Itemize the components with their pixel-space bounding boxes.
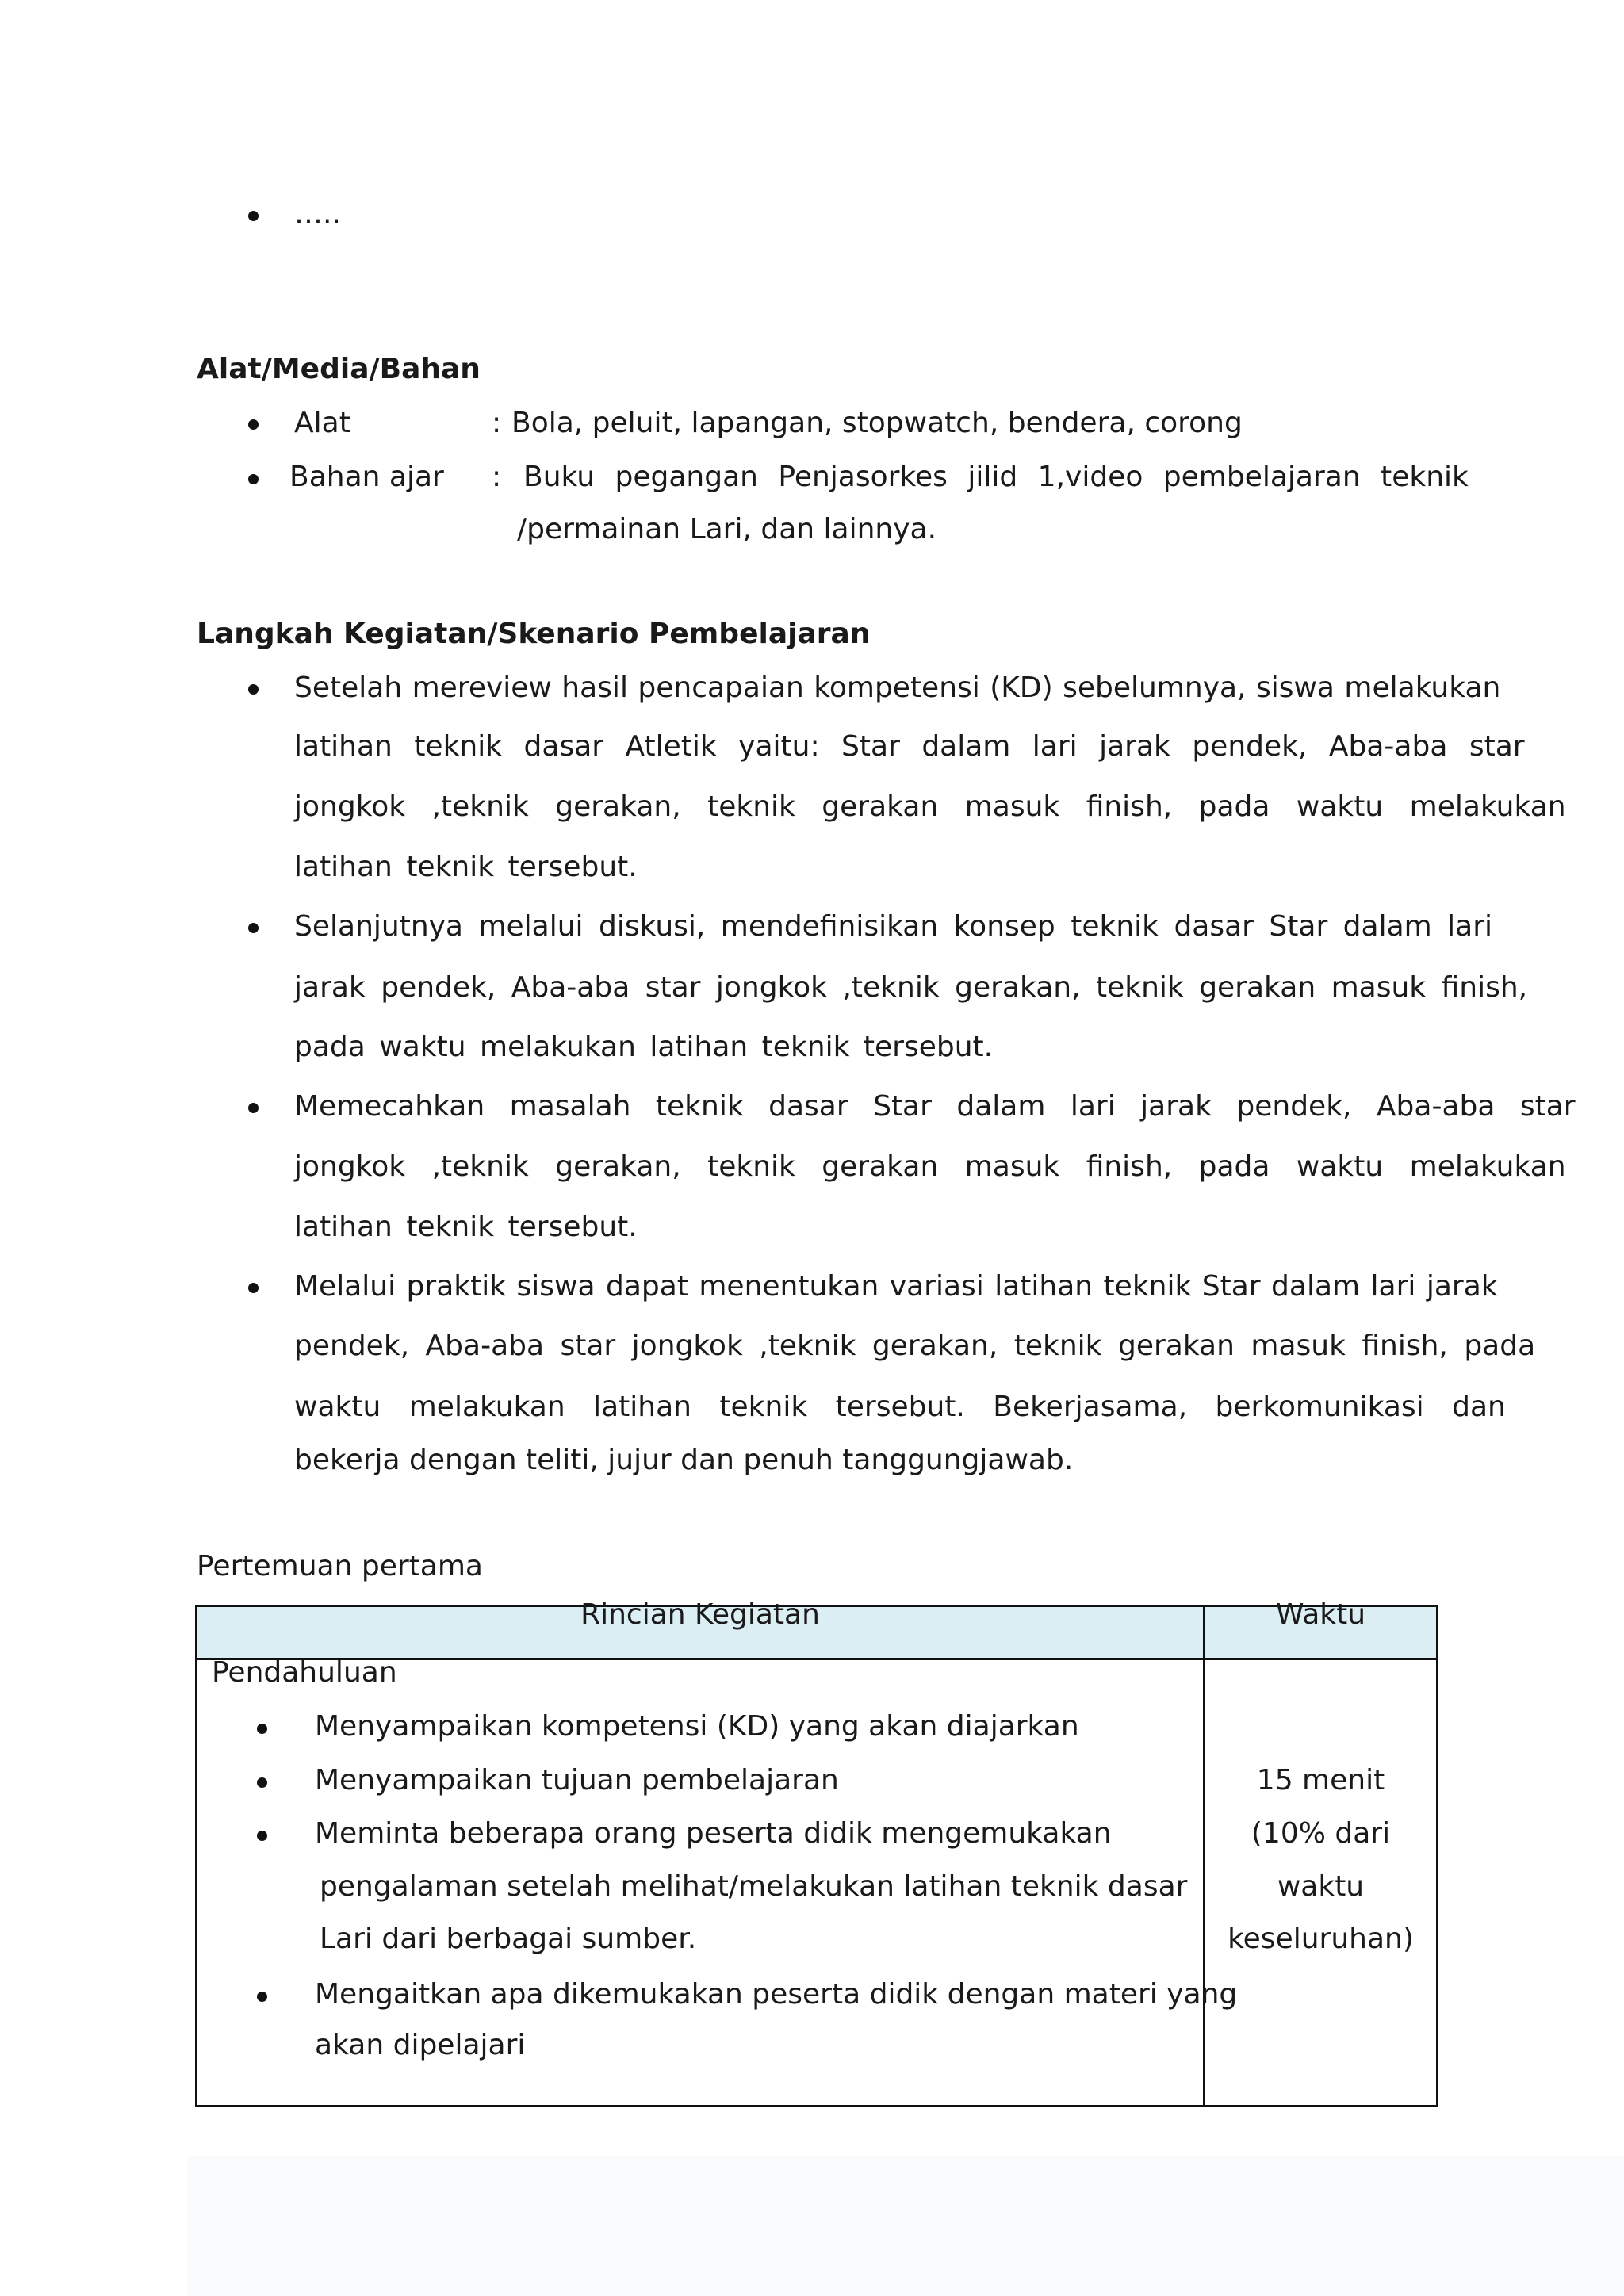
header-rincian-kegiatan-label: Rincian Kegiatan [580,1598,820,1631]
langkah-item-4-line-4: bekerja dengan teliti, jujur dan penuh tanggungjawab. [294,1444,1074,1476]
langkah-item-2-line-2: jarak pendek, Aba-aba star jongkok ,teknik gerakan, teknik gerakan masuk finish, [294,971,1528,1004]
langkah-item-3-line-1: Memecahkan masalah teknik dasar Star dalam lari jarak pendek, Aba-aba star [294,1090,1576,1123]
bullet-icon [257,1724,267,1734]
bullet-icon [248,684,259,695]
bahan-ajar-separator: : [492,461,502,493]
pendahuluan-item-3-line-3: Lari dari berbagai sumber. [320,1923,697,1955]
time-line-2: (10% dari [1251,1817,1391,1850]
langkah-item-4-line-3: waktu melakukan latihan teknik tersebut. Bekerjasama, berkomunikasi dan [294,1391,1506,1423]
bullet-icon [257,1992,267,2002]
pendahuluan-item-3-line-2: pengalaman setelah melihat/melakukan latihan teknik dasar [320,1870,1188,1903]
alat-label: Alat [294,407,350,439]
pendahuluan-item-4-line-2: akan dipelajari [315,2029,526,2061]
pendahuluan-item-3-line-1: Meminta beberapa orang peserta didik mengemukakan [315,1817,1112,1850]
time-cell [1205,1659,1438,2107]
bullet-icon [248,923,259,933]
bullet-icon [248,474,259,484]
langkah-item-4-line-2: pendek, Aba-aba star jongkok ,teknik gerakan, teknik gerakan masuk finish, pada [294,1330,1536,1362]
bullet-icon [257,1831,267,1841]
time-line-1: 15 menit [1256,1764,1385,1797]
pertemuan-title: Pertemuan pertama [197,1550,483,1582]
langkah-item-3-line-2: jongkok ,teknik gerakan, teknik gerakan masuk finish, pada waktu melakukan [294,1150,1566,1183]
activity-table [195,1598,1438,2107]
langkah-item-1-line-3: jongkok ,teknik gerakan, teknik gerakan masuk finish, pada waktu melakukan [294,790,1566,823]
pendahuluan-item-2: Menyampaikan tujuan pembelajaran [315,1764,839,1797]
section-heading-langkah-kegiatan: Langkah Kegiatan/Skenario Pembelajaran [197,618,871,650]
table-row [197,1659,1438,2107]
section-label-pendahuluan: Pendahuluan [212,1656,397,1689]
ellipsis-text: ….. [294,197,341,230]
section-heading-alat-media-bahan: Alat/Media/Bahan [197,353,481,385]
bullet-icon [248,1103,259,1113]
bahan-ajar-value-line2: /permainan Lari, dan lainnya. [517,513,937,545]
alat-separator: : [492,407,502,439]
bullet-icon [248,211,259,221]
pendahuluan-item-1: Menyampaikan kompetensi (KD) yang akan diajarkan [315,1710,1079,1743]
alat-value: Bola, peluit, lapangan, stopwatch, bendera, corong [511,407,1243,439]
activity-cell [197,1656,1238,2107]
header-rincian-kegiatan [197,1598,1205,1659]
header-waktu [1205,1598,1438,1659]
langkah-item-1-line-1: Setelah mereview hasil pencapaian kompetensi (KD) sebelumnya, siswa melakukan [294,672,1501,704]
langkah-item-1-line-4: latihan teknik tersebut. [294,851,638,883]
table-header-row [197,1606,1438,1659]
bahan-ajar-value-line1: Buku pegangan Penjasorkes jilid 1,video pembelajaran teknik [523,461,1469,493]
header-waktu-label: Waktu [1275,1598,1366,1631]
bullet-icon [248,419,259,430]
langkah-item-1-line-2: latihan teknik dasar Atletik yaitu: Star dalam lari jarak pendek, Aba-aba star [294,730,1525,763]
bullet-icon [248,1283,259,1293]
langkah-item-3-line-3: latihan teknik tersebut. [294,1211,638,1243]
time-line-3: waktu [1277,1870,1365,1903]
langkah-item-4-line-1: Melalui praktik siswa dapat menentukan variasi latihan teknik Star dalam lari jarak [294,1270,1498,1303]
langkah-item-2-line-3: pada waktu melakukan latihan teknik tersebut. [294,1031,994,1063]
time-line-4: keseluruhan) [1228,1923,1414,1955]
page-bottom-shade [187,2156,1624,2296]
bahan-ajar-label: Bahan ajar [289,461,444,493]
bullet-icon [257,1777,267,1788]
pendahuluan-item-4-line-1: Mengaitkan apa dikemukakan peserta didik dengan materi yang [315,1978,1238,2011]
langkah-item-2-line-1: Selanjutnya melalui diskusi, mendefinisikan konsep teknik dasar Star dalam lari [294,910,1493,943]
